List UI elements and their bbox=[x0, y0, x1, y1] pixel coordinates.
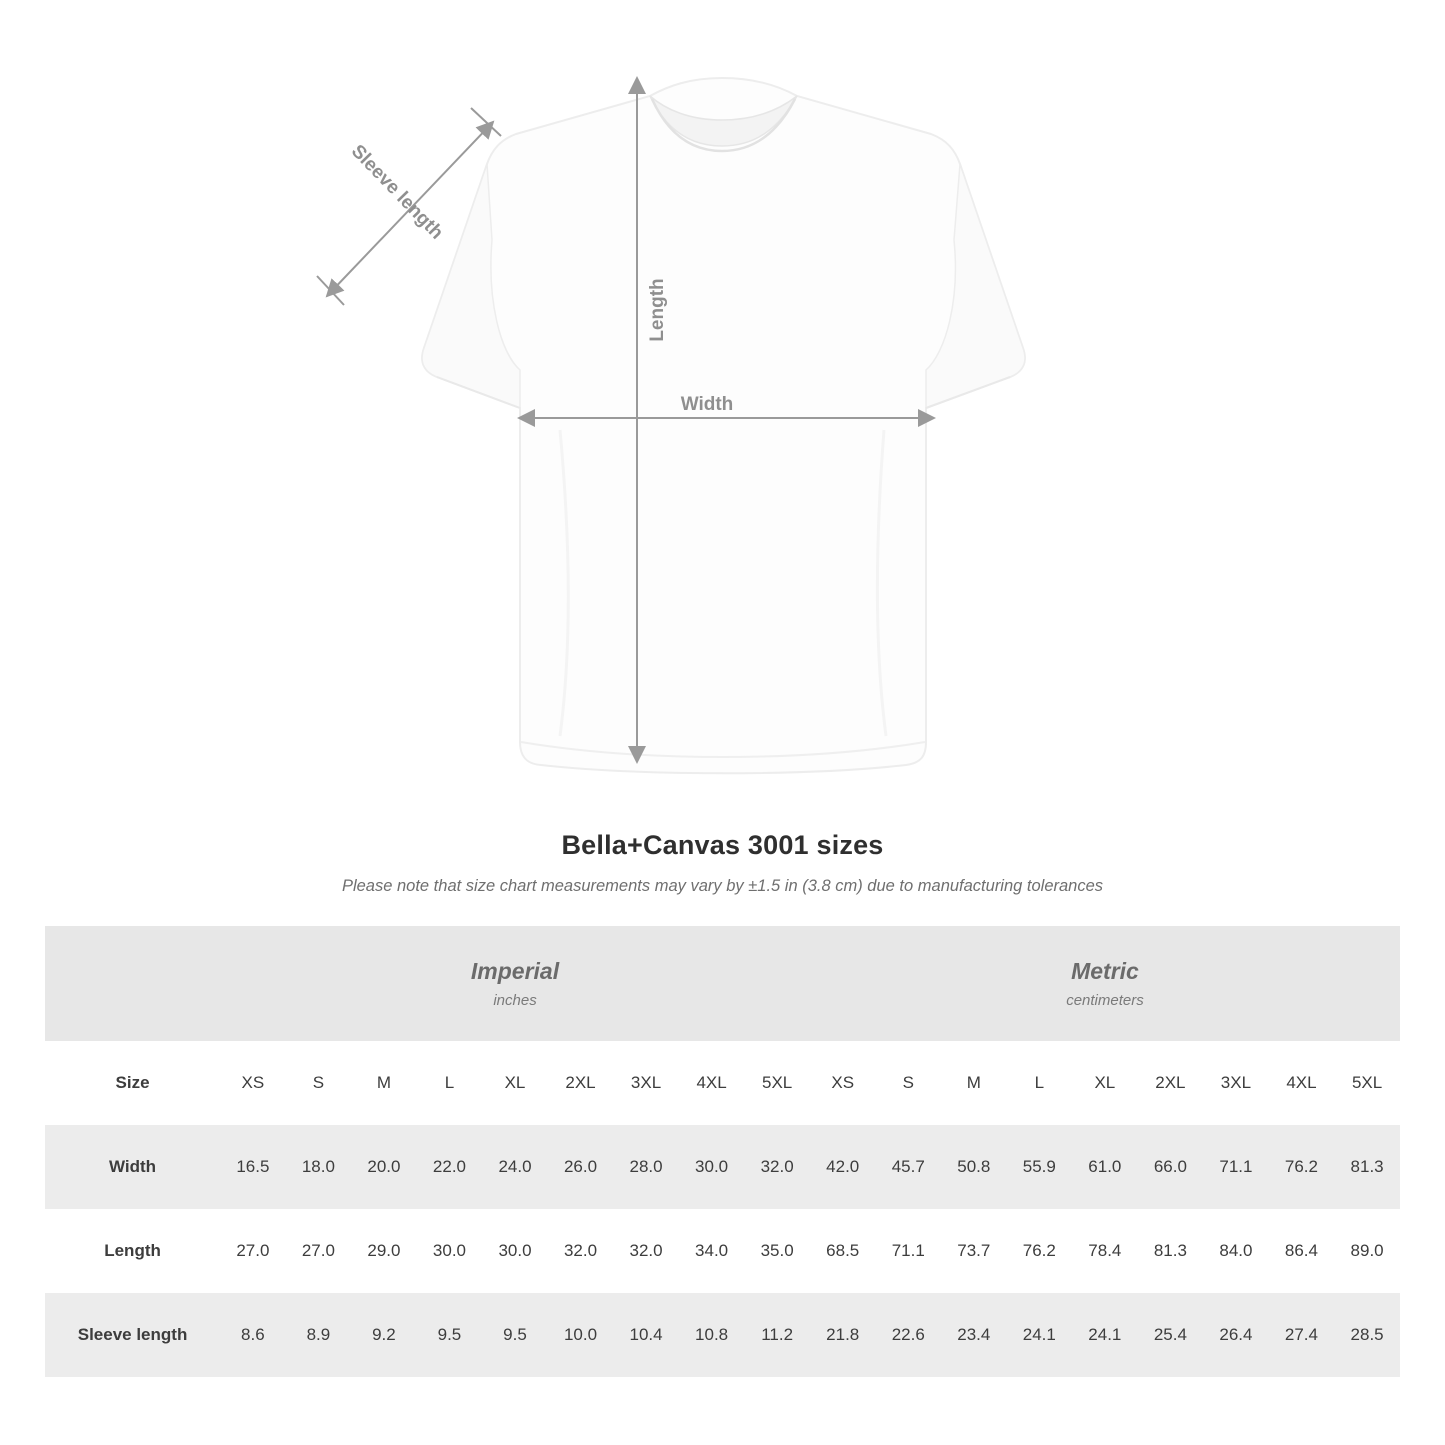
cell-width-imperial: 22.0 bbox=[417, 1125, 483, 1209]
cell-length-imperial: 32.0 bbox=[613, 1209, 679, 1293]
cell-width-metric: 45.7 bbox=[875, 1125, 941, 1209]
cell-width-metric: 50.8 bbox=[941, 1125, 1007, 1209]
size-header-cell: 3XL bbox=[613, 1041, 679, 1125]
cell-length-imperial: 27.0 bbox=[286, 1209, 352, 1293]
row-label-length: Length bbox=[45, 1209, 220, 1293]
unit-header-spacer bbox=[45, 926, 220, 1041]
cell-length-metric: 78.4 bbox=[1072, 1209, 1138, 1293]
size-header-cell: 5XL bbox=[1334, 1041, 1400, 1125]
size-table bbox=[45, 926, 1400, 1377]
cell-sleeve-imperial: 9.5 bbox=[417, 1293, 483, 1377]
cell-width-imperial: 18.0 bbox=[286, 1125, 352, 1209]
unit-header-row bbox=[45, 926, 1400, 1041]
size-header-cell: S bbox=[875, 1041, 941, 1125]
metric-sub: centimeters bbox=[1066, 992, 1144, 1010]
cell-length-imperial: 32.0 bbox=[548, 1209, 614, 1293]
cell-sleeve-metric: 27.4 bbox=[1269, 1293, 1335, 1377]
size-header-cell: XL bbox=[1072, 1041, 1138, 1125]
cell-length-metric: 86.4 bbox=[1269, 1209, 1335, 1293]
size-header-cell: L bbox=[417, 1041, 483, 1125]
unit-header-metric bbox=[810, 926, 1400, 1041]
cell-sleeve-metric: 24.1 bbox=[1007, 1293, 1073, 1377]
cell-sleeve-imperial: 11.2 bbox=[744, 1293, 810, 1377]
imperial-sub: inches bbox=[493, 992, 537, 1010]
cell-sleeve-imperial: 10.8 bbox=[679, 1293, 745, 1377]
cell-width-metric: 55.9 bbox=[1007, 1125, 1073, 1209]
size-header-cell: 3XL bbox=[1203, 1041, 1269, 1125]
cell-width-imperial: 20.0 bbox=[351, 1125, 417, 1209]
table-row-sleeve-length bbox=[45, 1293, 1400, 1377]
cell-sleeve-imperial: 9.5 bbox=[482, 1293, 548, 1377]
size-header-cell: M bbox=[351, 1041, 417, 1125]
cell-sleeve-metric: 24.1 bbox=[1072, 1293, 1138, 1377]
size-table-wrapper bbox=[45, 926, 1400, 1377]
chart-note: Please note that size chart measurements may vary by ±1.5 in (3.8 cm) due to manufacturing tolerances bbox=[341, 877, 1104, 895]
cell-width-metric: 61.0 bbox=[1072, 1125, 1138, 1209]
cell-sleeve-metric: 25.4 bbox=[1138, 1293, 1204, 1377]
cell-length-metric: 73.7 bbox=[941, 1209, 1007, 1293]
unit-header-imperial bbox=[220, 926, 810, 1041]
size-header-cell: S bbox=[286, 1041, 352, 1125]
chart-title: Bella+Canvas 3001 sizes bbox=[561, 830, 884, 860]
cell-sleeve-metric: 26.4 bbox=[1203, 1293, 1269, 1377]
size-header-row bbox=[45, 1041, 1400, 1125]
cell-sleeve-imperial: 8.6 bbox=[220, 1293, 286, 1377]
cell-sleeve-imperial: 9.2 bbox=[351, 1293, 417, 1377]
cell-length-imperial: 30.0 bbox=[417, 1209, 483, 1293]
size-header-cell: XS bbox=[220, 1041, 286, 1125]
table-row-width bbox=[45, 1125, 1400, 1209]
cell-length-metric: 71.1 bbox=[875, 1209, 941, 1293]
cell-width-imperial: 26.0 bbox=[548, 1125, 614, 1209]
tshirt-shape bbox=[422, 78, 1025, 773]
size-header-cell: XL bbox=[482, 1041, 548, 1125]
cell-width-imperial: 30.0 bbox=[679, 1125, 745, 1209]
cell-sleeve-metric: 28.5 bbox=[1334, 1293, 1400, 1377]
cell-width-metric: 66.0 bbox=[1138, 1125, 1204, 1209]
cell-length-imperial: 34.0 bbox=[679, 1209, 745, 1293]
cell-sleeve-metric: 21.8 bbox=[810, 1293, 876, 1377]
imperial-name: Imperial bbox=[470, 957, 560, 984]
size-header-cell: 4XL bbox=[1269, 1041, 1335, 1125]
cell-sleeve-metric: 22.6 bbox=[875, 1293, 941, 1377]
cell-length-imperial: 29.0 bbox=[351, 1209, 417, 1293]
size-header-cell: 2XL bbox=[548, 1041, 614, 1125]
cell-length-metric: 81.3 bbox=[1138, 1209, 1204, 1293]
label-length: Length bbox=[647, 278, 668, 342]
cell-length-metric: 68.5 bbox=[810, 1209, 876, 1293]
cell-sleeve-imperial: 8.9 bbox=[286, 1293, 352, 1377]
cell-width-metric: 81.3 bbox=[1334, 1125, 1400, 1209]
cell-width-imperial: 28.0 bbox=[613, 1125, 679, 1209]
cell-length-metric: 89.0 bbox=[1334, 1209, 1400, 1293]
table-row-length bbox=[45, 1209, 1400, 1293]
size-header-cell: XS bbox=[810, 1041, 876, 1125]
cell-length-metric: 84.0 bbox=[1203, 1209, 1269, 1293]
row-label-width: Width bbox=[45, 1125, 220, 1209]
metric-name: Metric bbox=[1071, 957, 1139, 984]
size-header-cell: 2XL bbox=[1138, 1041, 1204, 1125]
cell-sleeve-imperial: 10.0 bbox=[548, 1293, 614, 1377]
cell-length-imperial: 35.0 bbox=[744, 1209, 810, 1293]
cell-length-metric: 76.2 bbox=[1007, 1209, 1073, 1293]
label-sleeve-length: Sleeve length bbox=[346, 140, 448, 244]
row-label-sleeve-length: Sleeve length bbox=[45, 1293, 220, 1377]
cell-width-imperial: 32.0 bbox=[744, 1125, 810, 1209]
cell-sleeve-imperial: 10.4 bbox=[613, 1293, 679, 1377]
cell-sleeve-metric: 23.4 bbox=[941, 1293, 1007, 1377]
size-header-cell: 4XL bbox=[679, 1041, 745, 1125]
size-header-label: Size bbox=[45, 1041, 220, 1125]
size-header-cell: 5XL bbox=[744, 1041, 810, 1125]
label-width: Width bbox=[680, 394, 734, 415]
cell-width-metric: 42.0 bbox=[810, 1125, 876, 1209]
size-header-cell: M bbox=[941, 1041, 1007, 1125]
cell-length-imperial: 27.0 bbox=[220, 1209, 286, 1293]
cell-width-imperial: 24.0 bbox=[482, 1125, 548, 1209]
cell-length-imperial: 30.0 bbox=[482, 1209, 548, 1293]
size-header-cell: L bbox=[1007, 1041, 1073, 1125]
cell-width-metric: 71.1 bbox=[1203, 1125, 1269, 1209]
cell-width-imperial: 16.5 bbox=[220, 1125, 286, 1209]
cell-width-metric: 76.2 bbox=[1269, 1125, 1335, 1209]
